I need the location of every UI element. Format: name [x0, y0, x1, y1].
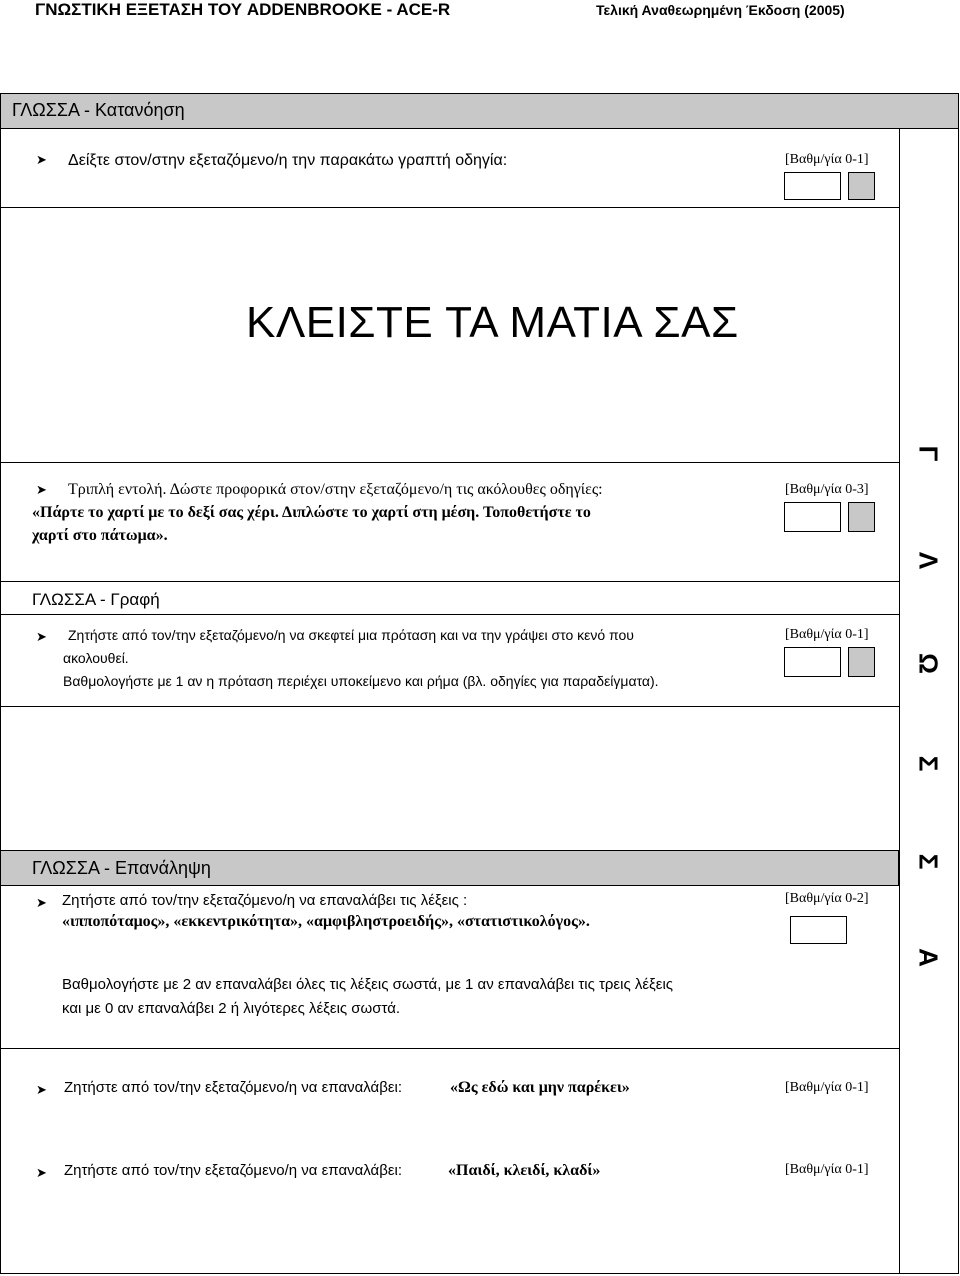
max-score-box [848, 647, 875, 677]
repetition-scoring-a: Βαθμολογήστε με 2 αν επαναλάβει όλες τις λέξεις σωστά, με 1 αν επαναλάβει τις τρεις λέξεις [62, 976, 674, 993]
comprehension-item2-text-b: «Πάρτε το χαρτί με το δεξί σας χέρι. Διπλώστε το χαρτί στη μέση. Τοποθετήστε το [32, 504, 591, 521]
arrow-bullet-icon: ➤ [36, 482, 47, 497]
writing-score: [Βαθμ/γία 0-1] [785, 627, 869, 642]
writing-text-c: Βαθμολογήστε με 1 αν η πρόταση περιέχει υποκείμενο και ρήμα (βλ. οδηγίες για παραδείγματα). [63, 673, 659, 689]
writing-title: ΓΛΩΣΣΑ - Γραφή [32, 590, 160, 609]
divider [0, 462, 899, 463]
arrow-bullet-icon: ➤ [36, 629, 47, 644]
side-column-divider [899, 93, 900, 1274]
repetition-text-a: Ζητήστε από τον/την εξεταζόμενο/η να επαναλάβει τις λέξεις : [62, 892, 468, 909]
arrow-bullet-icon: ➤ [36, 1082, 47, 1097]
document-edition: Τελική Αναθεωρημένη Έκδοση (2005) [596, 2, 845, 18]
side-letter: Σ [913, 853, 944, 870]
writing-answer-area[interactable] [0, 707, 899, 849]
side-letter: Λ [913, 551, 944, 570]
phrase2-prefix: Ζητήστε από τον/την εξεταζόμενο/η να επαναλάβει: [64, 1162, 403, 1179]
divider [0, 614, 899, 615]
comprehension-item2-score: [Βαθμ/γία 0-3] [785, 482, 869, 497]
comprehension-item1-text: Δείξτε στον/στην εξεταζόμενο/η την παρακάτω γραπτή οδηγία: [68, 152, 508, 169]
max-score-box [848, 502, 875, 532]
score-entry-box[interactable] [784, 172, 841, 200]
repetition-title: ΓΛΩΣΣΑ - Επανάληψη [32, 858, 211, 878]
writing-text-a: Ζητήστε από τον/την εξεταζόμενο/η να σκεφτεί μια πρόταση και να την γράψει στο κενό που [68, 627, 634, 643]
repetition-scoring-b: και με 0 αν επαναλάβει 2 ή λιγότερες λέξεις σωστά. [62, 1000, 401, 1017]
divider [0, 207, 899, 208]
divider [0, 581, 899, 582]
phrase2-score: [Βαθμ/γία 0-1] [785, 1162, 869, 1177]
phrase1-score: [Βαθμ/γία 0-1] [785, 1080, 869, 1095]
arrow-bullet-icon: ➤ [36, 1165, 47, 1180]
side-letter: Γ [913, 445, 944, 462]
phrase2-text: «Παιδί, κλειδί, κλαδί» [448, 1162, 601, 1179]
score-entry-box[interactable] [784, 647, 841, 677]
side-letter: Σ [913, 755, 944, 772]
arrow-bullet-icon: ➤ [36, 895, 47, 910]
repetition-score: [Βαθμ/γία 0-2] [785, 891, 869, 906]
comprehension-item2-text-a: Τριπλή εντολή. Δώστε προφορικά στον/στην εξεταζόμενο/η τις ακόλουθες οδηγίες: [68, 481, 603, 498]
writing-text-b: ακολουθεί. [63, 650, 129, 666]
big-instruction-text: ΚΛΕΙΣΤΕ ΤΑ ΜΑΤΙΑ ΣΑΣ [246, 298, 739, 347]
comprehension-item1-score: [Βαθμ/γία 0-1] [785, 152, 869, 167]
comprehension-item2-text-c: χαρτί στο πάτωμα». [32, 527, 168, 544]
score-entry-box[interactable] [790, 916, 847, 944]
divider [0, 1048, 899, 1049]
repetition-words: «ιπποπόταμος», «εκκεντρικότητα», «αμφιβληστροειδής», «στατιστικολόγος». [62, 913, 590, 930]
side-letter: Α [913, 948, 944, 967]
phrase1-prefix: Ζητήστε από τον/την εξεταζόμενο/η να επαναλάβει: [64, 1079, 403, 1096]
document-title: ΓΝΩΣΤΙΚΗ ΕΞΕΤΑΣΗ ΤΟΥ ADDENBROOKE - ACE-R [35, 0, 451, 19]
score-entry-box[interactable] [784, 502, 841, 532]
side-letter: Ω [913, 653, 944, 674]
max-score-box [848, 172, 875, 200]
comprehension-title: ΓΛΩΣΣΑ - Κατανόηση [12, 100, 185, 120]
phrase1-text: «Ως εδώ και μην παρέκει» [450, 1079, 630, 1096]
arrow-bullet-icon: ➤ [36, 152, 47, 167]
